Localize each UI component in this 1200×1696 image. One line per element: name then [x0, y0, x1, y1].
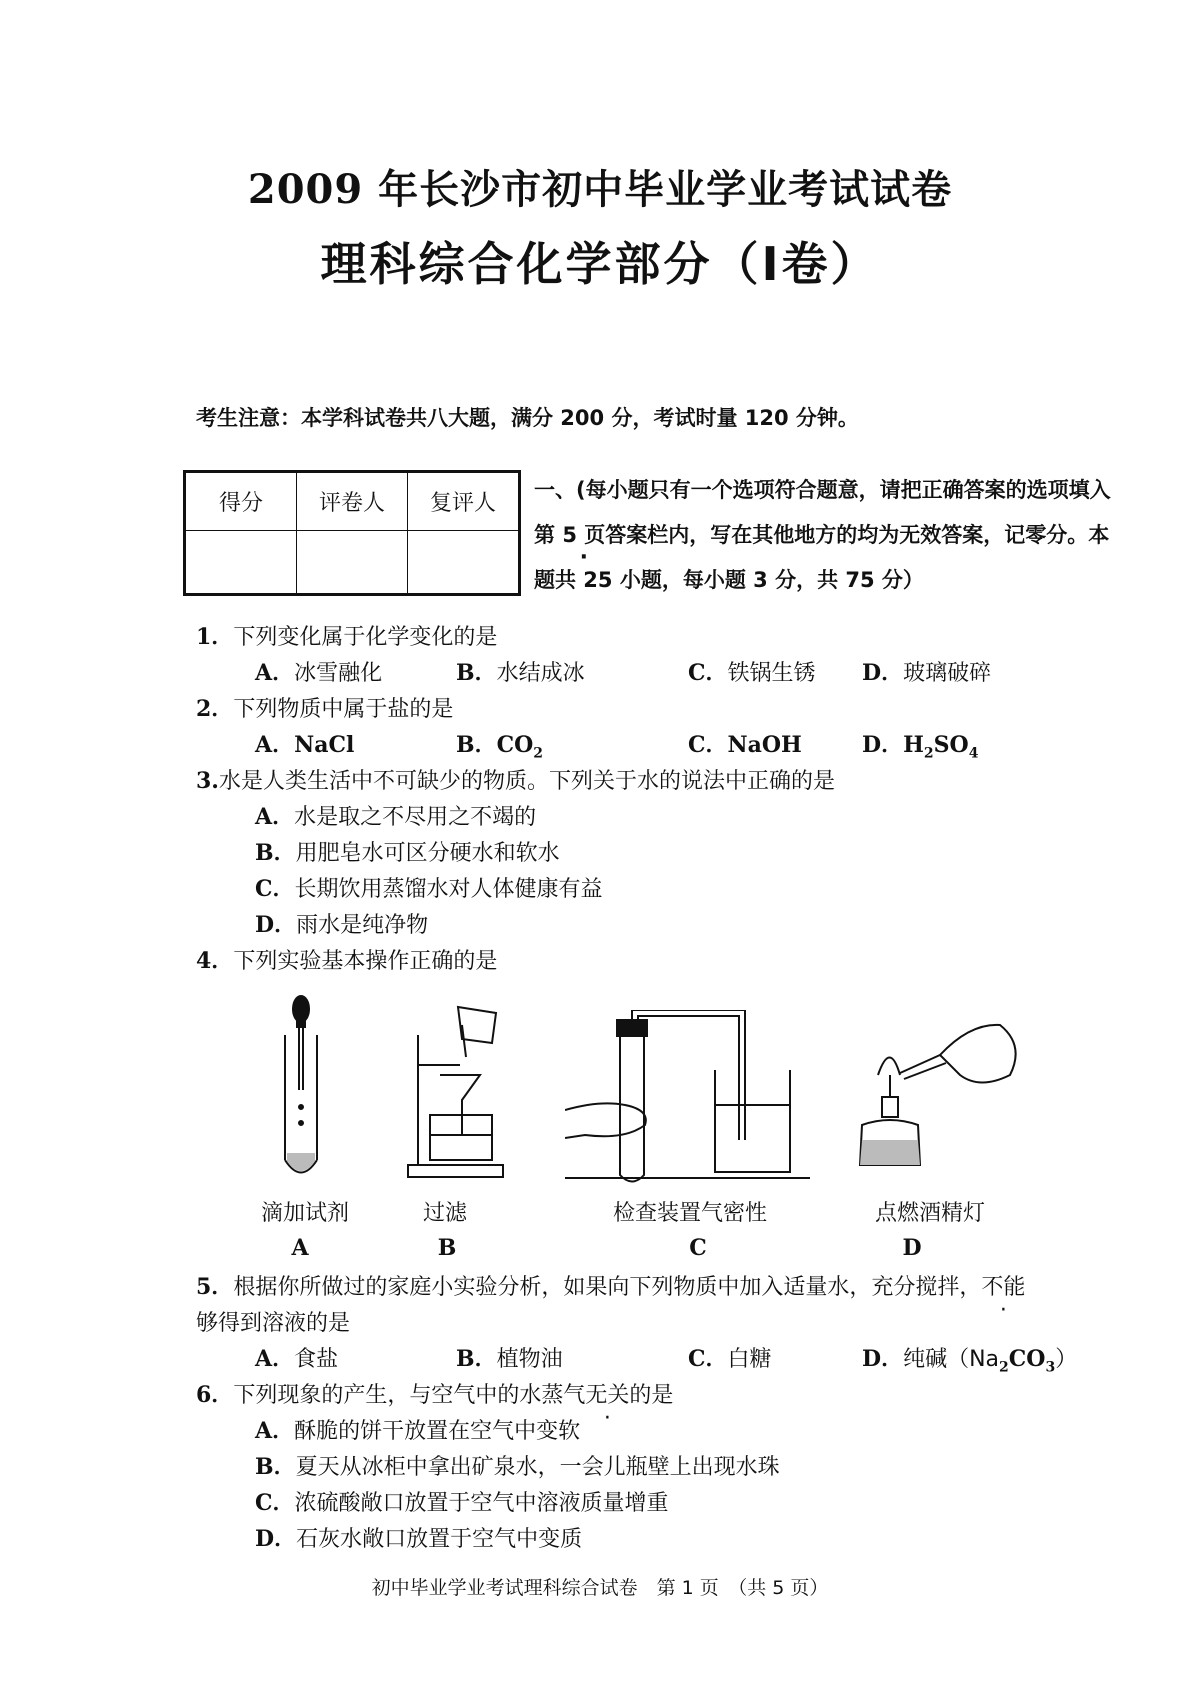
- figure-d-alcohol-lamp: [850, 1005, 1030, 1180]
- score-cell: [185, 531, 297, 595]
- figure-c-caption: 检查装置气密性: [612, 1201, 767, 1226]
- question-4: 4．下列实验基本操作正确的是: [196, 948, 498, 974]
- figure-d-caption: 点燃酒精灯: [874, 1201, 985, 1226]
- q1-option-b: B．水结成冰: [456, 660, 585, 686]
- q3-option-a: A．水是取之不尽用之不竭的: [255, 804, 537, 830]
- reviewer-header: 复评人: [408, 472, 520, 531]
- q1-option-d: D．玻璃破碎: [862, 660, 992, 686]
- reviewer-cell: [408, 531, 520, 595]
- figure-a-dropper: [255, 995, 345, 1185]
- q6-option-d: D．石灰水敞口放置于空气中变质: [255, 1526, 583, 1552]
- grader-header: 评卷人: [297, 472, 408, 531]
- question-5: 5．根据你所做过的家庭小实验分析，如果向下列物质中加入适量水，充分搅拌，不能: [196, 1274, 1026, 1300]
- q3-option-c: C．长期饮用蒸馏水对人体健康有益: [255, 876, 603, 902]
- q5-option-a: A．食盐: [255, 1346, 339, 1372]
- grader-cell: [297, 531, 408, 595]
- q6-option-b: B．夏天从冰柜中拿出矿泉水，一会儿瓶壁上出现水珠: [255, 1454, 780, 1480]
- section-dotted-text: 5 页 ·: [562, 523, 605, 547]
- figure-a-caption: 滴加试剂: [260, 1201, 349, 1226]
- figure-b-letter: B: [437, 1235, 457, 1261]
- question-5-cont: 够得到溶液的是: [196, 1311, 351, 1336]
- candidate-notice: 考生注意：本学科试卷共八大题，满分 200 分，考试时量 120 分钟。: [196, 406, 859, 430]
- question-stem: 下列变化属于化学变化的是: [233, 625, 498, 650]
- figure-c-airtightness: [565, 1010, 815, 1185]
- q2-option-a: A．NaCl: [255, 732, 355, 758]
- q5-option-c: C．白糖: [688, 1346, 772, 1372]
- question-2: 2．下列物质中属于盐的是: [196, 696, 454, 722]
- q1-option-a: A．冰雪融化: [255, 660, 383, 686]
- section-text-2: 答案栏内，写在其他地方的均为无效答案，记零分。本题共 25 小题，每小题 3 分，共 75 分）: [534, 523, 1110, 592]
- q1-option-c: C．铁锅生锈: [688, 660, 816, 686]
- figure-c-letter: C: [689, 1235, 707, 1261]
- question-6: 6．下列现象的产生，与空气中的水蒸气无关的是: [196, 1382, 674, 1408]
- exam-title: 2009 年长沙市初中毕业学业考试试卷: [247, 166, 953, 213]
- section-instructions: [534, 468, 1124, 603]
- page-footer: 初中毕业学业考试理科综合试卷 第 1 页 （共 5 页）: [371, 1577, 829, 1599]
- q3-option-b: B．用肥皂水可区分硬水和软水: [255, 840, 560, 866]
- question-3: 3.水是人类生活中不可缺少的物质。下列关于水的说法中正确的是: [196, 768, 835, 794]
- question-1: [196, 620, 497, 651]
- figure-d-letter: D: [902, 1235, 922, 1261]
- exam-subtitle: 理科综合化学部分（Ⅰ卷）: [320, 237, 880, 291]
- q5-option-d: D．纯碱$(Na_2CO_3)$: [862, 1346, 1078, 1376]
- q6-option-c: C．浓硫酸敞口放置于空气中溶液质量增重: [255, 1490, 669, 1516]
- score-table: [183, 470, 521, 596]
- q2-option-b: B．$CO_2$: [456, 732, 544, 762]
- score-header: 得分: [185, 472, 297, 531]
- question-number: 1．: [196, 624, 234, 650]
- q5-option-b: B．植物油: [456, 1346, 563, 1372]
- q6-option-a: A．酥脆的饼干放置在空气中变软: [255, 1418, 581, 1444]
- figure-a-letter: A: [291, 1235, 309, 1261]
- q2-option-c: C．NaOH: [688, 732, 802, 758]
- q3-option-d: D．雨水是纯净物: [255, 912, 429, 938]
- section-text-1: 一、(每小题只有一个选项符合题意，请把正确答案的选项填入第: [534, 478, 1111, 547]
- figure-b-filtration: [400, 1005, 510, 1180]
- q2-option-d: D．$H_2SO_4$: [862, 732, 979, 762]
- figure-b-caption: 过滤: [422, 1201, 467, 1226]
